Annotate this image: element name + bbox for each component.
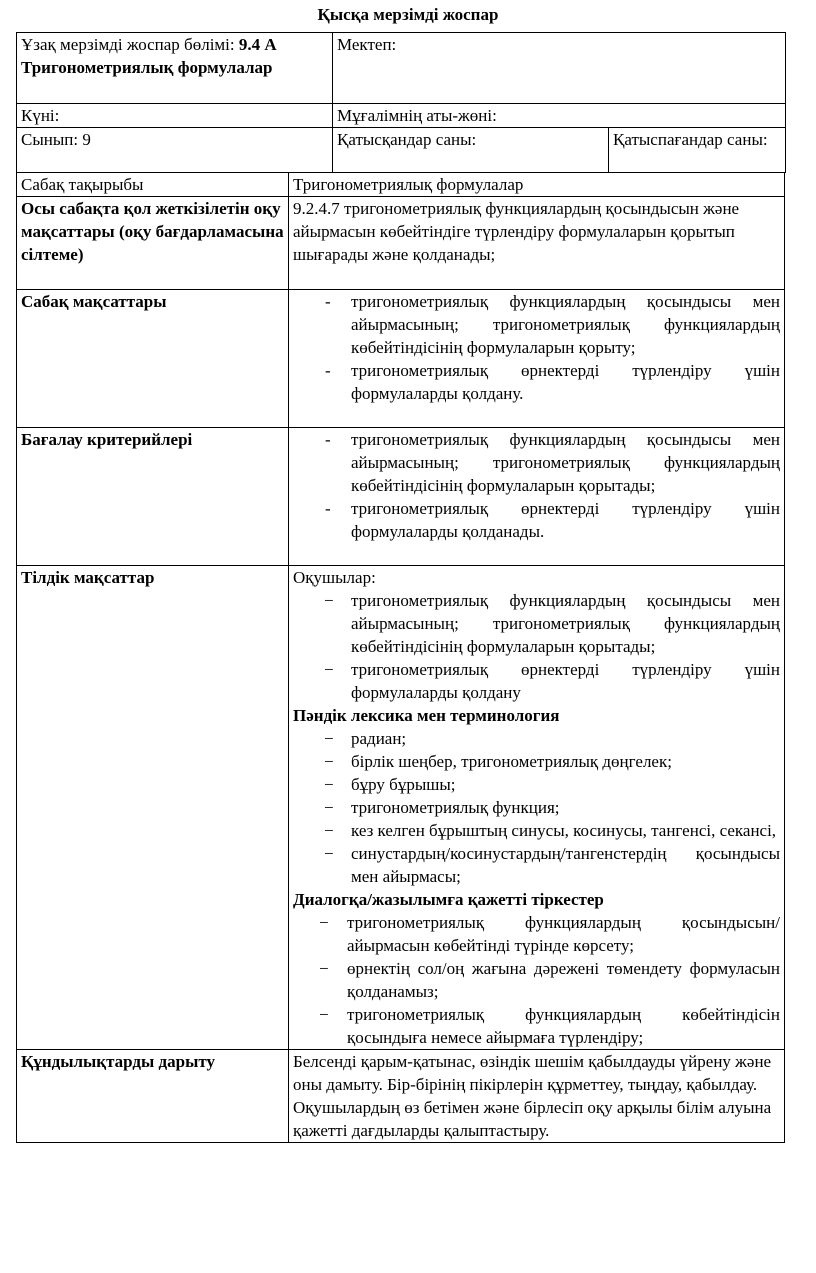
list-item-text: өрнектің сол/оң жағына дәрежені төмендету формуласын қолданамыз; bbox=[347, 959, 780, 1001]
dash-marker: − bbox=[319, 913, 329, 932]
assessment-list bbox=[293, 428, 780, 543]
lesson-goals-label: Сабақ мақсаттары bbox=[21, 292, 167, 311]
list-item bbox=[293, 842, 780, 888]
dialog-heading: Диалогқа/жазылымға қажетті тіркестер bbox=[293, 890, 604, 909]
dash-marker: − bbox=[319, 1005, 329, 1024]
assessment-label: Бағалау критерийлері bbox=[21, 430, 193, 449]
long-term-value: 9.4 А Тригонометриялық формулалар bbox=[21, 35, 277, 77]
list-item-text: тригонометриялық функция; bbox=[351, 798, 560, 817]
list-item bbox=[293, 819, 780, 842]
dash-marker: - bbox=[325, 292, 331, 311]
list-item bbox=[293, 957, 780, 1003]
language-label: Тілдік мақсаттар bbox=[21, 568, 155, 587]
lesson-table bbox=[16, 172, 785, 1143]
topic-label-cell bbox=[17, 173, 289, 197]
list-item-text: тригонометриялық өрнектерді түрлендіру үшін формулаларды қолдану bbox=[351, 660, 780, 702]
vocab-list bbox=[293, 727, 780, 888]
absent-cell bbox=[609, 128, 786, 173]
header-table bbox=[16, 32, 786, 173]
assessment-label-cell bbox=[17, 428, 289, 566]
list-item-text: тригонометриялық функциялардың қосындысын/айырмасын көбейтінді түрінде көрсету; bbox=[347, 913, 780, 955]
dash-marker: − bbox=[324, 729, 334, 748]
list-item bbox=[293, 658, 780, 704]
values-label-cell bbox=[17, 1050, 289, 1143]
dash-marker: − bbox=[324, 591, 334, 610]
list-item-text: тригонометриялық өрнектерді түрлендіру үшін формулаларды қолдану. bbox=[351, 361, 780, 403]
lesson-goals-value-cell bbox=[289, 290, 785, 428]
dash-marker: - bbox=[325, 430, 331, 449]
topic-value-cell bbox=[289, 173, 785, 197]
list-item bbox=[293, 727, 780, 750]
absent-label: Қатыспағандар саны: bbox=[613, 130, 768, 149]
long-term-plan-cell bbox=[17, 33, 333, 104]
dash-marker: − bbox=[324, 775, 334, 794]
list-item-text: тригонометриялық функциялардың көбейтіндісін қосындыға немесе айырмаға түрлендіру; bbox=[347, 1005, 780, 1047]
list-item-text: тригонометриялық функциялардың қосындысы мен айырмасының; тригонометриялық функциялардың көбейтіндісінің формулаларын қорыту; bbox=[351, 292, 780, 357]
list-item bbox=[293, 773, 780, 796]
list-item bbox=[293, 428, 780, 497]
list-item bbox=[293, 911, 780, 957]
date-cell bbox=[17, 104, 333, 128]
language-value-cell bbox=[289, 566, 785, 1050]
vocab-heading: Пәндік лексика мен терминология bbox=[293, 706, 560, 725]
list-item bbox=[293, 359, 780, 405]
list-item-text: тригонометриялық функциялардың қосындысы мен айырмасының; тригонометриялық функциялардың көбейтіндісінің формулаларын қорытады; bbox=[351, 591, 780, 656]
lesson-goals-label-cell bbox=[17, 290, 289, 428]
list-item-text: синустардың/косинустардың/тангенстердің қосындысы мен айырмасы; bbox=[351, 844, 780, 886]
lesson-goals-list bbox=[293, 290, 780, 405]
dash-marker: − bbox=[324, 798, 334, 817]
list-item bbox=[293, 796, 780, 819]
dialog-list bbox=[293, 911, 780, 1049]
list-item-text: кез келген бұрыштың синусы, косинусы, тангенсі, секансі, bbox=[351, 821, 777, 840]
objectives-label: Осы сабақта қол жеткізілетін оқу мақсаттары (оқу бағдарламасына сілтеме) bbox=[21, 199, 284, 264]
teacher-cell bbox=[333, 104, 786, 128]
class-cell bbox=[17, 128, 333, 173]
list-item-text: тригонометриялық өрнектерді түрлендіру үшін формулаларды қолданады. bbox=[351, 499, 780, 541]
list-item-text: тригонометриялық функциялардың қосындысы мен айырмасының; тригонометриялық функциялардың көбейтіндісінің формулаларын қорытады; bbox=[351, 430, 780, 495]
topic-label: Сабақ тақырыбы bbox=[21, 175, 144, 194]
objectives-value: 9.2.4.7 тригонометриялық функциялардың қосындысын және айырмасын көбейтіндіге түрлендіру формулаларын қорытып шығарады және қолданады; bbox=[293, 199, 740, 264]
page-title: Қысқа мерзімді жоспар bbox=[317, 5, 499, 24]
class-label: Сынып: 9 bbox=[21, 130, 91, 149]
long-term-label: Ұзақ мерзімді жоспар бөлімі: bbox=[21, 35, 235, 54]
list-item bbox=[293, 290, 780, 359]
school-cell bbox=[333, 33, 786, 104]
list-item bbox=[293, 750, 780, 773]
dash-marker: - bbox=[325, 361, 331, 380]
language-list bbox=[293, 589, 780, 704]
dash-marker: − bbox=[324, 821, 334, 840]
list-item-text: радиан; bbox=[351, 729, 407, 748]
list-item-text: бұру бұрышы; bbox=[351, 775, 456, 794]
school-label: Мектеп: bbox=[337, 35, 397, 54]
objectives-value-cell bbox=[289, 197, 785, 290]
values-value: Белсенді қарым-қатынас, өзіндік шешім қабылдауды үйрену және оны дамыту. Бір-бірінің пікірлерін құрметтеу, тыңдау, қабылдау. Оқушылардың өз бетімен және бірлесіп оқу арқылы білім алуына қажетті дағдыларды қалыптастыру. bbox=[293, 1052, 772, 1140]
list-item bbox=[293, 1003, 780, 1049]
topic-value: Тригонометриялық формулалар bbox=[293, 175, 524, 194]
language-label-cell bbox=[17, 566, 289, 1050]
language-intro: Оқушылар: bbox=[293, 568, 376, 587]
dash-marker: - bbox=[325, 499, 331, 518]
dash-marker: − bbox=[319, 959, 329, 978]
teacher-label: Мұғалімнің аты-жөні: bbox=[337, 106, 497, 125]
values-label: Құндылықтарды дарыту bbox=[21, 1052, 215, 1071]
list-item bbox=[293, 497, 780, 543]
objectives-label-cell bbox=[17, 197, 289, 290]
values-value-cell bbox=[289, 1050, 785, 1143]
list-item-text: бірлік шеңбер, тригонометриялық дөңгелек; bbox=[351, 752, 672, 771]
dash-marker: − bbox=[324, 752, 334, 771]
present-cell bbox=[333, 128, 609, 173]
assessment-value-cell bbox=[289, 428, 785, 566]
dash-marker: − bbox=[324, 844, 334, 863]
list-item bbox=[293, 589, 780, 658]
dash-marker: − bbox=[324, 660, 334, 679]
present-label: Қатысқандар саны: bbox=[337, 130, 477, 149]
date-label: Күні: bbox=[21, 106, 60, 125]
